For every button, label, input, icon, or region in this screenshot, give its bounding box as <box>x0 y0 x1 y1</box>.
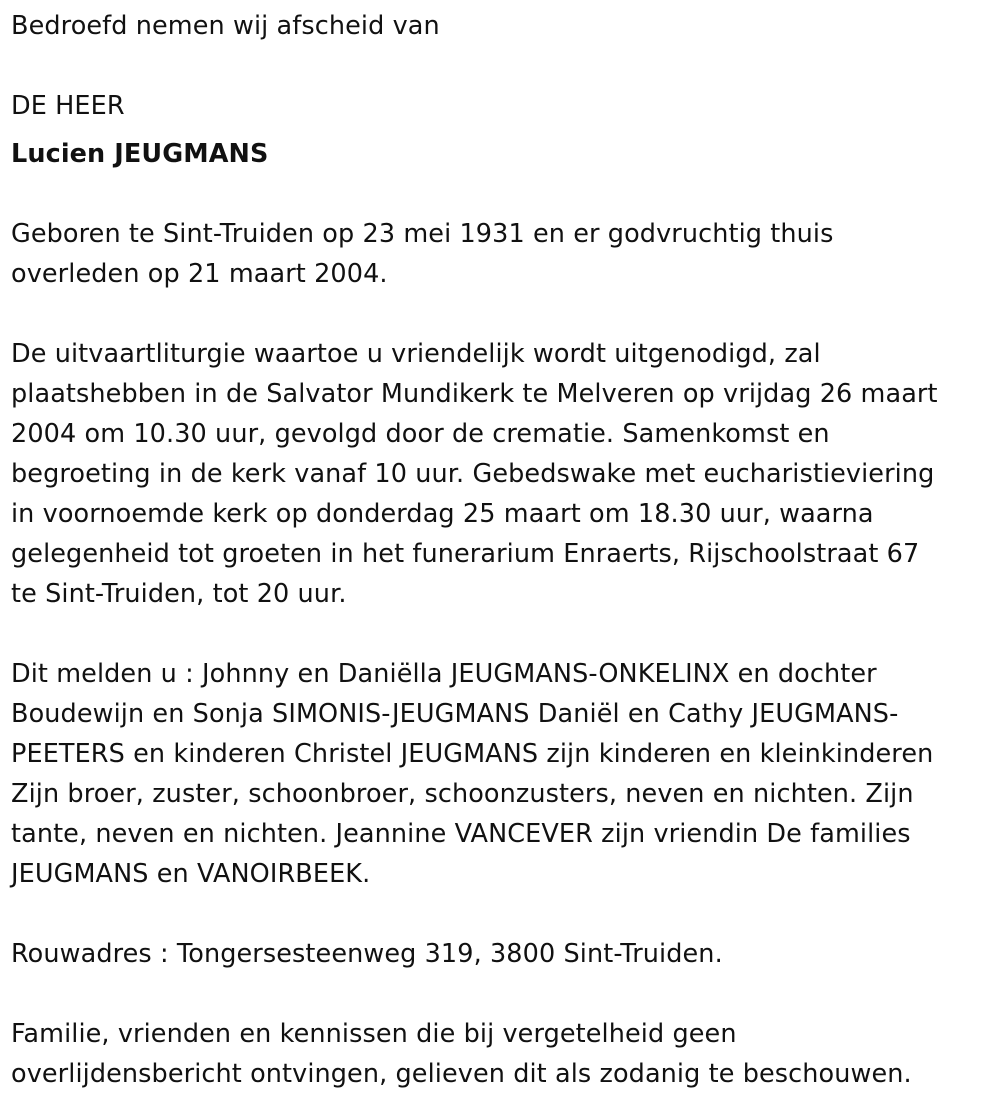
spacer <box>11 46 986 86</box>
birth-death-paragraph <box>11 214 986 294</box>
text-line: overlijdensbericht ontvingen, gelieven dit als zodanig te beschouwen. <box>11 1059 912 1089</box>
mourning-address: Rouwadres : Tongersesteenweg 319, 3800 Sint-Truiden. <box>11 939 723 969</box>
family-paragraph <box>11 654 986 894</box>
text-line: Familie, vrienden en kennissen die bij vergetelheid geen <box>11 1019 737 1049</box>
text-line: in voornoemde kerk op donderdag 25 maart om 18.30 uur, waarna <box>11 499 874 529</box>
spacer <box>11 614 986 654</box>
honorific-title: DE HEER <box>11 91 125 121</box>
closing-paragraph <box>11 1014 986 1094</box>
text-line: Geboren te Sint-Truiden op 23 mei 1931 en er godvruchtig thuis <box>11 219 834 249</box>
obituary-notice <box>11 6 986 1094</box>
text-line: 2004 om 10.30 uur, gevolgd door de crematie. Samenkomst en <box>11 419 830 449</box>
text-line: overleden op 21 maart 2004. <box>11 259 388 289</box>
text-line: Dit melden u : Johnny en Daniëlla JEUGMANS-ONKELINX en dochter <box>11 659 877 689</box>
deceased-name: Lucien JEUGMANS <box>11 139 269 169</box>
intro-line: Bedroefd nemen wij afscheid van <box>11 11 440 41</box>
text-line: te Sint-Truiden, tot 20 uur. <box>11 579 347 609</box>
spacer <box>11 974 986 1014</box>
text-line: Zijn broer, zuster, schoonbroer, schoonzusters, neven en nichten. Zijn <box>11 779 914 809</box>
text-line: PEETERS en kinderen Christel JEUGMANS zijn kinderen en kleinkinderen <box>11 739 934 769</box>
liturgy-paragraph <box>11 334 986 614</box>
spacer <box>11 174 986 214</box>
spacer <box>11 294 986 334</box>
text-line: De uitvaartliturgie waartoe u vriendelijk wordt uitgenodigd, zal <box>11 339 821 369</box>
text-line: tante, neven en nichten. Jeannine VANCEVER zijn vriendin De families <box>11 819 911 849</box>
text-line: begroeting in de kerk vanaf 10 uur. Gebedswake met eucharistieviering <box>11 459 935 489</box>
spacer <box>11 126 986 134</box>
spacer <box>11 894 986 934</box>
text-line: JEUGMANS en VANOIRBEEK. <box>11 859 371 889</box>
text-line: Boudewijn en Sonja SIMONIS-JEUGMANS Daniël en Cathy JEUGMANS- <box>11 699 899 729</box>
text-line: plaatshebben in de Salvator Mundikerk te Melveren op vrijdag 26 maart <box>11 379 938 409</box>
text-line: gelegenheid tot groeten in het funerarium Enraerts, Rijschoolstraat 67 <box>11 539 920 569</box>
